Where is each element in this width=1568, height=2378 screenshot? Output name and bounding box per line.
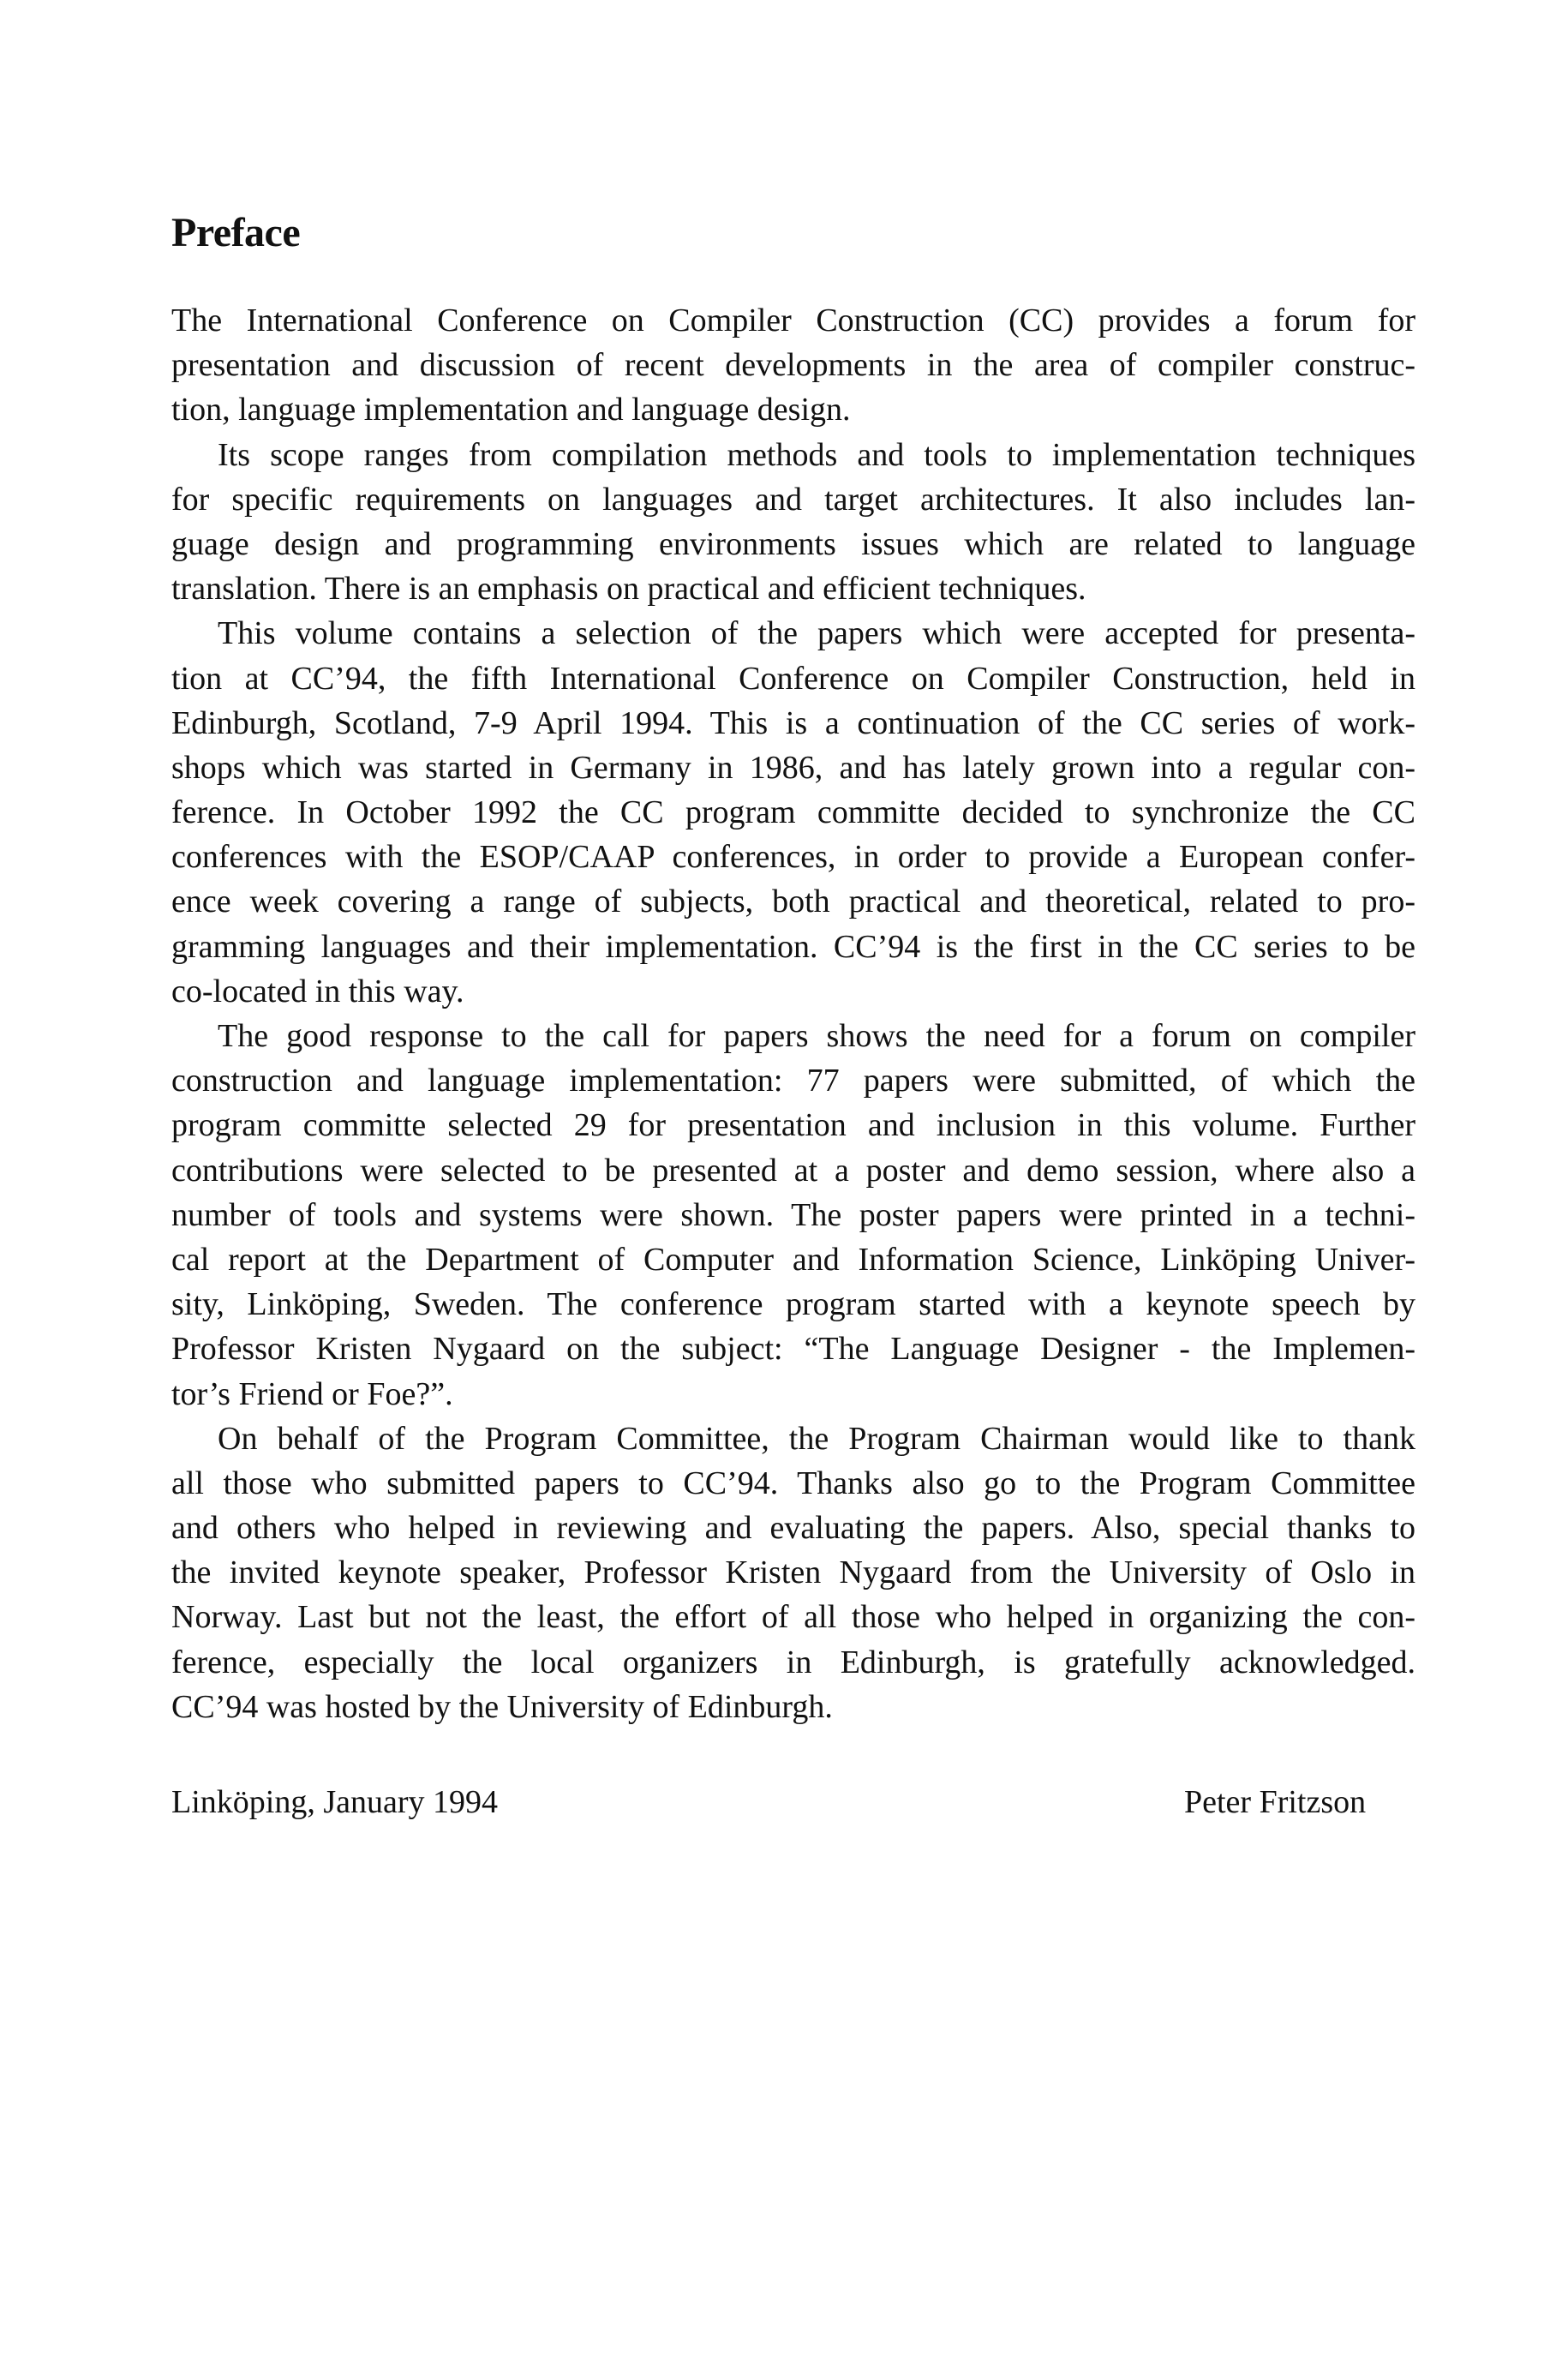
text-line: conferences with the ESOP/CAAP conferences, in order to provide a European confer- [171,839,1415,876]
text-line: co-located in this way. [171,973,464,1009]
text-line: ference, especially the local organizers in Edinburgh, is gratefully acknowledged. [171,1644,1415,1680]
text-line: contributions were selected to be presented at a poster and demo session, where also a [171,1152,1415,1189]
text-line: presentation and discussion of recent developments in the area of compiler construc- [171,347,1415,384]
text-line: On behalf of the Program Committee, the Program Chairman would like to thank [218,1420,1415,1457]
text-line: Norway. Last but not the least, the effort of all those who helped in organizing the con- [171,1599,1415,1636]
text-line: Professor Kristen Nygaard on the subject: “The Language Designer - the Implemen- [171,1331,1415,1368]
paragraph-5 [171,1417,1415,1729]
preface-body [171,298,1415,1729]
text-line: The International Conference on Compiler Construction (CC) provides a forum for [171,302,1415,338]
page-title: Preface [171,210,301,255]
text-line: guage design and programming environments issues which are related to language [171,525,1415,562]
text-line: tion, language implementation and language design. [171,392,851,428]
text-line: number of tools and systems were shown. The poster papers were printed in a techni- [171,1196,1415,1233]
text-line: construction and language implementation: 77 papers were submitted, of which the [171,1063,1415,1099]
text-line: all those who submitted papers to CC’94. Thanks also go to the Program Committee [171,1465,1415,1501]
paragraph-3 [171,611,1415,1014]
text-line: for specific requirements on languages and target architectures. It also includes lan- [171,481,1415,518]
text-line: and others who helped in reviewing and evaluating the papers. Also, special thanks to [171,1510,1415,1547]
text-line: cal report at the Department of Computer and Information Science, Linköping Univer- [171,1241,1415,1278]
text-line: gramming languages and their implementation. CC’94 is the first in the CC series to be [171,928,1415,965]
text-line: ence week covering a range of subjects, both practical and theoretical, related to pro- [171,884,1415,920]
text-line: tion at CC’94, the fifth International Conference on Compiler Construction, held in [171,660,1415,697]
text-line: Its scope ranges from compilation methods and tools to implementation techniques [218,436,1415,473]
text-line: Edinburgh, Scotland, 7-9 April 1994. This is a continuation of the CC series of work- [171,704,1415,741]
text-line: sity, Linköping, Sweden. The conference program started with a keynote speech by [171,1286,1415,1323]
text-line: shops which was started in Germany in 1986, and has lately grown into a regular con- [171,749,1415,786]
text-line: program committe selected 29 for presentation and inclusion in this volume. Further [171,1107,1415,1144]
text-line: the invited keynote speaker, Professor Kristen Nygaard from the University of Oslo in [171,1554,1415,1591]
place-and-date: Linköping, January 1994 [171,1784,499,1820]
text-line: ference. In October 1992 the CC program committe decided to synchronize the CC [171,794,1415,831]
signature-block [171,1778,1415,1826]
text-line: CC’94 was hosted by the University of Edinburgh. [171,1688,833,1725]
text-line: translation. There is an emphasis on practical and efficient techniques. [171,571,1086,608]
author-name: Peter Fritzson [1184,1784,1367,1820]
paragraph-2 [171,433,1415,612]
text-line: tor’s Friend or Foe?”. [171,1375,453,1412]
text-line: The good response to the call for papers shows the need for a forum on compiler [218,1018,1415,1054]
paragraph-1 [171,298,1415,433]
text-line: This volume contains a selection of the papers which were accepted for presenta- [218,615,1415,652]
paragraph-4 [171,1014,1415,1417]
